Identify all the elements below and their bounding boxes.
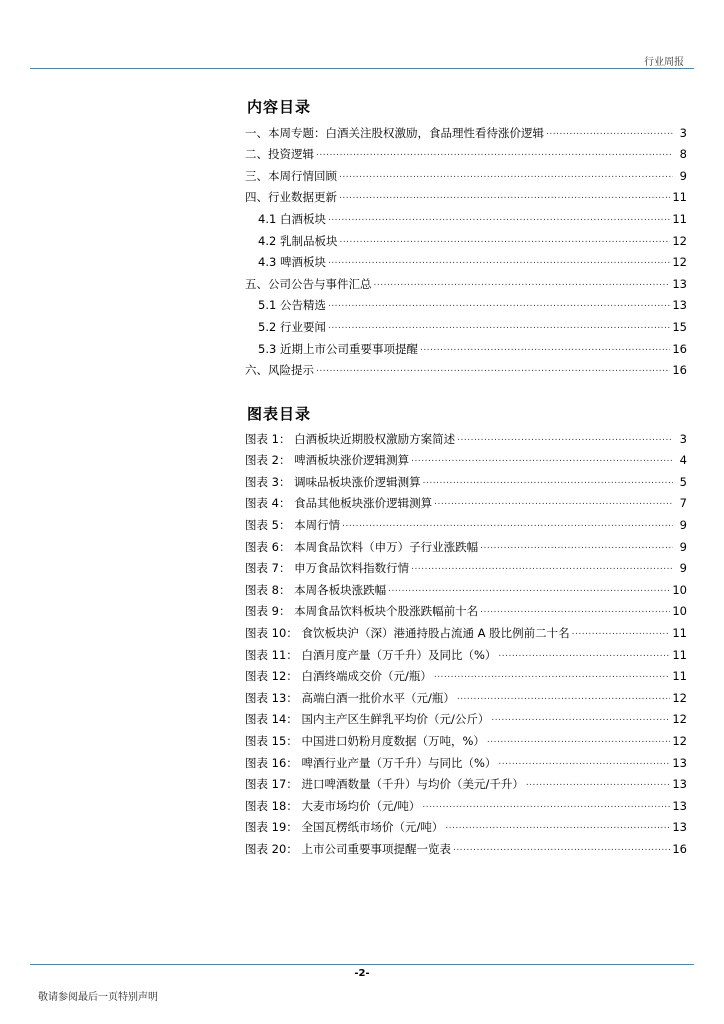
figure-entry[interactable] — [245, 575, 687, 597]
leader-dots — [434, 495, 673, 509]
figure-entry-text: 图表 16： 啤酒行业产量（万千升）与同比（%） — [245, 755, 497, 770]
toc-entry-text: 六、风险提示 — [245, 363, 314, 378]
leader-dots — [445, 819, 670, 833]
figure-entry-text: 图表 13： 高端白酒一批价水平（元/瓶） — [245, 690, 455, 705]
toc-list — [245, 118, 687, 377]
figure-entry-text: 图表 14： 国内主产区生鲜乳平均价（元/公斤） — [245, 712, 490, 727]
figure-entry-page: 13 — [672, 777, 687, 792]
leader-dots — [411, 452, 673, 466]
figure-entry[interactable] — [245, 424, 687, 446]
leader-dots — [546, 125, 673, 139]
figure-entry[interactable] — [245, 618, 687, 640]
toc-entry-text: 4.1 白酒板块 — [258, 211, 326, 226]
leader-dots — [339, 168, 673, 182]
figure-entry[interactable] — [245, 683, 687, 705]
figure-entry-text: 图表 17： 进口啤酒数量（千升）与均价（美元/千升） — [245, 777, 524, 792]
leader-dots — [388, 582, 670, 596]
toc-entry-text: 三、本周行情回顾 — [245, 168, 337, 183]
leader-dots — [339, 233, 670, 247]
figure-entry[interactable] — [245, 791, 687, 813]
figure-entry-text: 图表 20： 上市公司重要事项提醒一览表 — [245, 841, 451, 856]
header-divider — [30, 68, 694, 69]
toc-entry[interactable] — [245, 248, 687, 270]
figure-entry-text: 图表 10： 食饮板块沪（深）港通持股占流通 A 股比例前二十名 — [245, 625, 570, 640]
disclaimer: 敬请参阅最后一页特别声明 — [38, 992, 158, 1003]
figure-entry-page: 13 — [672, 820, 687, 835]
toc-entry-text: 二、投资逻辑 — [245, 147, 314, 162]
leader-dots — [572, 625, 671, 639]
toc-entry-text: 五、公司公告与事件汇总 — [245, 276, 372, 291]
toc-entry-text: 四、行业数据更新 — [245, 190, 337, 205]
figure-entry-text: 图表 6： 本周食品饮料（申万）子行业涨跌幅 — [245, 539, 479, 554]
toc-entry-page: 13 — [672, 298, 687, 313]
toc-entry-page: 8 — [679, 147, 687, 162]
toc-entry-text: 4.2 乳制品板块 — [258, 233, 338, 248]
figure-entry-text: 图表 9： 本周食品饮料板块个股涨跌幅前十名 — [245, 604, 479, 619]
toc-entry-page: 11 — [672, 211, 687, 226]
figure-entry-page: 12 — [672, 690, 687, 705]
leader-dots — [422, 798, 670, 812]
leader-dots — [457, 431, 673, 445]
figure-entry[interactable] — [245, 726, 687, 748]
figure-entry-page: 16 — [672, 841, 687, 856]
leader-dots — [457, 690, 671, 704]
figure-entry[interactable] — [245, 532, 687, 554]
toc-entry[interactable] — [245, 140, 687, 162]
toc-entry[interactable] — [245, 226, 687, 248]
figure-entry-text: 图表 2： 啤酒板块涨价逻辑测算 — [245, 453, 410, 468]
figure-entry-page: 11 — [672, 625, 687, 640]
figure-entry[interactable] — [245, 770, 687, 792]
figure-entry-text: 图表 3： 调味品板块涨价逻辑测算 — [245, 474, 421, 489]
toc-entry[interactable] — [245, 183, 687, 205]
figure-entry-text: 图表 11： 白酒月度产量（万千升）及同比（%） — [245, 647, 497, 662]
leader-dots — [480, 603, 670, 617]
leader-dots — [374, 276, 671, 290]
toc-entry-page: 3 — [679, 125, 687, 140]
figure-entry-page: 12 — [672, 733, 687, 748]
figure-entry-text: 图表 4： 食品其他板块涨价逻辑测算 — [245, 496, 433, 511]
figure-entry[interactable] — [245, 705, 687, 727]
figure-entry-page: 4 — [679, 453, 687, 468]
toc-entry-page: 9 — [679, 168, 687, 183]
toc-entry[interactable] — [245, 356, 687, 378]
toc-entry-page: 16 — [672, 341, 687, 356]
figure-entry-page: 10 — [672, 582, 687, 597]
figure-entry-text: 图表 8： 本周各板块涨跌幅 — [245, 582, 387, 597]
figure-entry-page: 3 — [679, 431, 687, 446]
figure-entry-page: 7 — [679, 496, 687, 511]
figure-entry-text: 图表 18： 大麦市场均价（元/吨） — [245, 798, 421, 813]
figures-list — [245, 424, 687, 856]
figure-entry-text: 图表 1： 白酒板块近期股权激励方案简述 — [245, 431, 456, 446]
leader-dots — [487, 733, 670, 747]
toc-entry-page: 12 — [672, 233, 687, 248]
figure-entry-page: 11 — [672, 669, 687, 684]
toc-entry-text: 4.3 啤酒板块 — [258, 255, 326, 270]
leader-dots — [420, 341, 670, 355]
toc-entry[interactable] — [245, 269, 687, 291]
figure-entry-text: 图表 7： 申万食品饮料指数行情 — [245, 561, 410, 576]
toc-entry-text: 5.1 公告精选 — [258, 298, 326, 313]
figure-entry-page: 13 — [672, 798, 687, 813]
page-number: -2- — [354, 968, 370, 979]
figure-entry-page: 13 — [672, 755, 687, 770]
toc-entry-text: 5.2 行业要闻 — [258, 319, 326, 334]
leader-dots — [339, 189, 670, 203]
toc-entry[interactable] — [245, 334, 687, 356]
leader-dots — [342, 517, 673, 531]
leader-dots — [316, 362, 670, 376]
figure-entry-page: 11 — [672, 647, 687, 662]
figure-entry[interactable] — [245, 834, 687, 856]
figure-entry-page: 5 — [679, 474, 687, 489]
leader-dots — [328, 297, 670, 311]
figure-entry[interactable] — [245, 510, 687, 532]
toc-entry[interactable] — [245, 312, 687, 334]
leader-dots — [328, 254, 670, 268]
leader-dots — [526, 776, 671, 790]
footer-divider — [30, 964, 694, 965]
toc-title: 内容目录 — [247, 98, 312, 116]
figure-entry-page: 9 — [679, 561, 687, 576]
leader-dots — [434, 668, 671, 682]
toc-entry-text: 一、本周专题：白酒关注股权激励，食品理性看待涨价逻辑 — [245, 125, 544, 140]
toc-entry-page: 12 — [672, 255, 687, 270]
leader-dots — [491, 711, 670, 725]
figure-entry[interactable] — [245, 467, 687, 489]
figure-entry-page: 10 — [672, 604, 687, 619]
toc-entry[interactable] — [245, 118, 687, 140]
header-label: 行业周报 — [644, 57, 684, 68]
toc-entry[interactable] — [245, 204, 687, 226]
toc-entry-text: 5.3 近期上市公司重要事项提醒 — [258, 341, 418, 356]
toc-entry-page: 16 — [672, 363, 687, 378]
leader-dots — [316, 146, 673, 160]
toc-entry[interactable] — [245, 291, 687, 313]
figure-entry[interactable] — [245, 597, 687, 619]
figures-title: 图表目录 — [247, 405, 312, 423]
figure-entry[interactable] — [245, 489, 687, 511]
figure-entry[interactable] — [245, 554, 687, 576]
figure-entry-text: 图表 19： 全国瓦楞纸市场价（元/吨） — [245, 820, 444, 835]
leader-dots — [328, 319, 670, 333]
figure-entry-page: 9 — [679, 517, 687, 532]
toc-entry-page: 11 — [672, 190, 687, 205]
toc-entry-page: 13 — [672, 276, 687, 291]
figure-entry-page: 9 — [679, 539, 687, 554]
figure-entry-text: 图表 5： 本周行情 — [245, 517, 341, 532]
figure-entry[interactable] — [245, 640, 687, 662]
figure-entry-text: 图表 12： 白酒终端成交价（元/瓶） — [245, 669, 432, 684]
leader-dots — [498, 647, 670, 661]
leader-dots — [453, 841, 670, 855]
leader-dots — [480, 539, 673, 553]
figure-entry-page: 12 — [672, 712, 687, 727]
leader-dots — [411, 560, 673, 574]
figure-entry[interactable] — [245, 446, 687, 468]
leader-dots — [423, 474, 673, 488]
figure-entry[interactable] — [245, 813, 687, 835]
leader-dots — [328, 211, 670, 225]
toc-entry[interactable] — [245, 161, 687, 183]
figure-entry[interactable] — [245, 748, 687, 770]
figure-entry[interactable] — [245, 662, 687, 684]
leader-dots — [498, 755, 670, 769]
figure-entry-text: 图表 15： 中国进口奶粉月度数据（万吨，%） — [245, 733, 485, 748]
toc-entry-page: 15 — [672, 319, 687, 334]
